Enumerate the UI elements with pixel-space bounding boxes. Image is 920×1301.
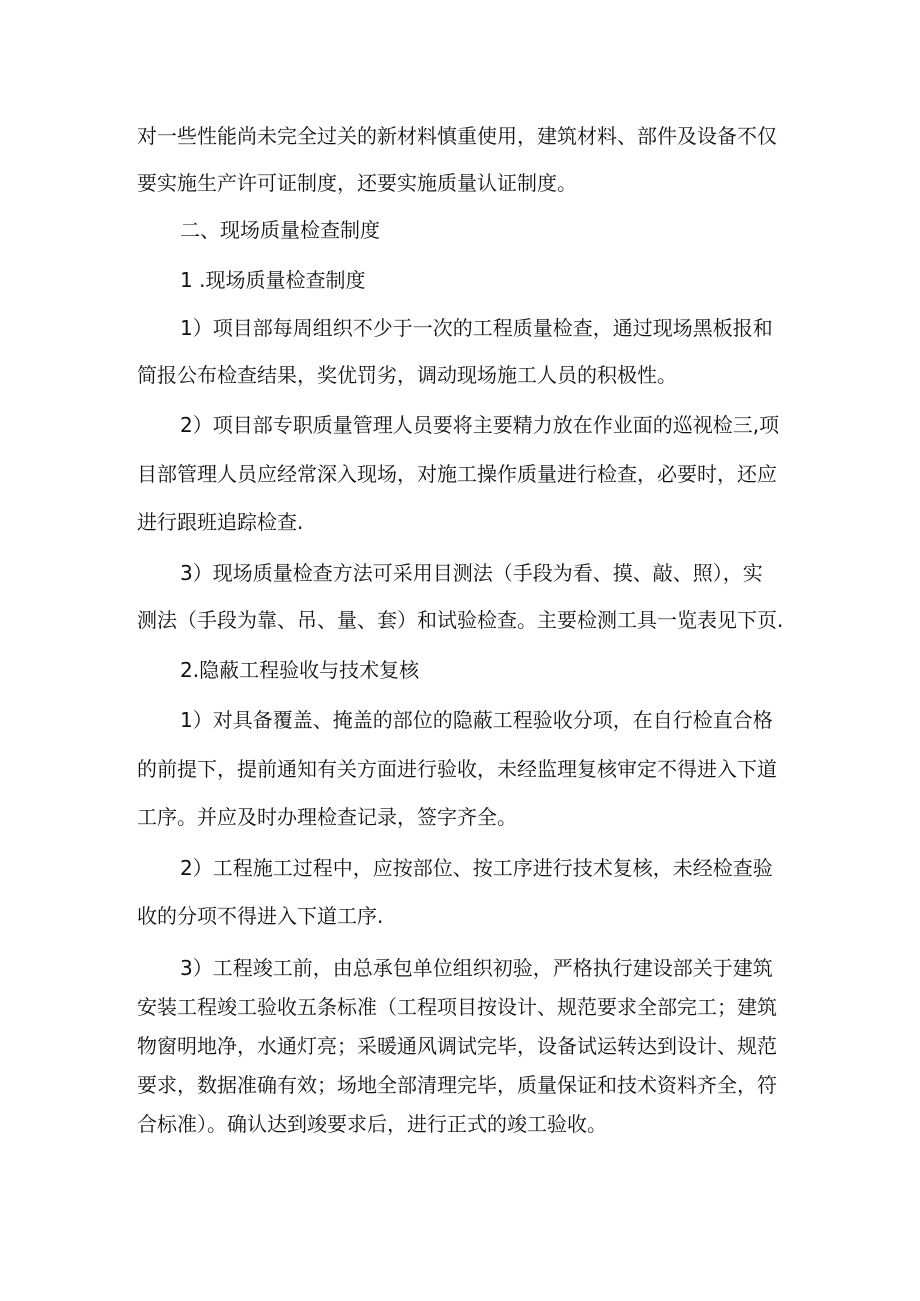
text-line-20: 物窗明地净，水通灯亮；采暖通风调试完毕，设备试运转达到设计、规范 <box>137 1034 777 1058</box>
text-line-10: 3）现场质量检查方法可采用目测法（手段为看、摸、敲、照），实 <box>180 561 763 585</box>
text-line-2: 要实施生产许可证制度，还要实施质量认证制度。 <box>137 171 577 195</box>
text-line-7: 2）项目部专职质量管理人员要将主要精力放在作业面的巡视检三,项 <box>180 413 780 437</box>
text-line-21: 要求，数据准确有效；场地全部清理完毕，质量保证和技术资料齐全，符 <box>137 1073 777 1097</box>
text-line-5: 1）项目部每周组织不少于一次的工程质量检查，通过现场黑板报和 <box>180 316 773 340</box>
subsection-heading-1: 1 .现场质量检查制度 <box>180 268 366 292</box>
text-line-1: 对一些性能尚未完全过关的新材料慎重使用，建筑材料、部件及设备不仅 <box>137 124 777 148</box>
text-line-19: 安装工程竣工验收五条标准（工程项目按设计、规范要求全部完工；建筑 <box>137 995 777 1019</box>
section-heading: 二、现场质量检查制度 <box>180 218 380 242</box>
text-line-22: 合标准）。确认达到竣要求后，进行正式的竣工验收。 <box>137 1112 607 1136</box>
text-line-17: 收的分项不得进入下道工序. <box>137 904 384 928</box>
text-line-9: 进行跟班追踪检查. <box>137 510 304 534</box>
text-line-8: 目部管理人员应经常深入现场，对施工操作质量进行检查，必要时，还应 <box>137 462 777 486</box>
text-line-6: 简报公布检查结果，奖优罚劣，调动现场施工人员的积极性。 <box>137 363 677 387</box>
text-line-15: 工序。并应及时办理检查记录，签字齐全。 <box>137 805 517 829</box>
text-line-18: 3）工程竣工前，由总承包单位组织初验，严格执行建设部关于建筑 <box>180 956 773 980</box>
text-line-14: 的前提下，提前通知有关方面进行验收，未经监理复核审定不得进入下道 <box>137 757 777 781</box>
subsection-heading-2: 2.隐蔽工程验收与技术复核 <box>180 658 420 682</box>
text-line-13: 1）对具备覆盖、掩盖的部位的隐蔽工程验收分项，在自行检直合格 <box>180 708 773 732</box>
text-line-11: 测法（手段为靠、吊、量、套）和试验检查。主要检测工具一览表见下页. <box>137 608 784 632</box>
text-line-16: 2）工程施工过程中，应按部位、按工序进行技术复核，未经检查验 <box>180 856 773 880</box>
